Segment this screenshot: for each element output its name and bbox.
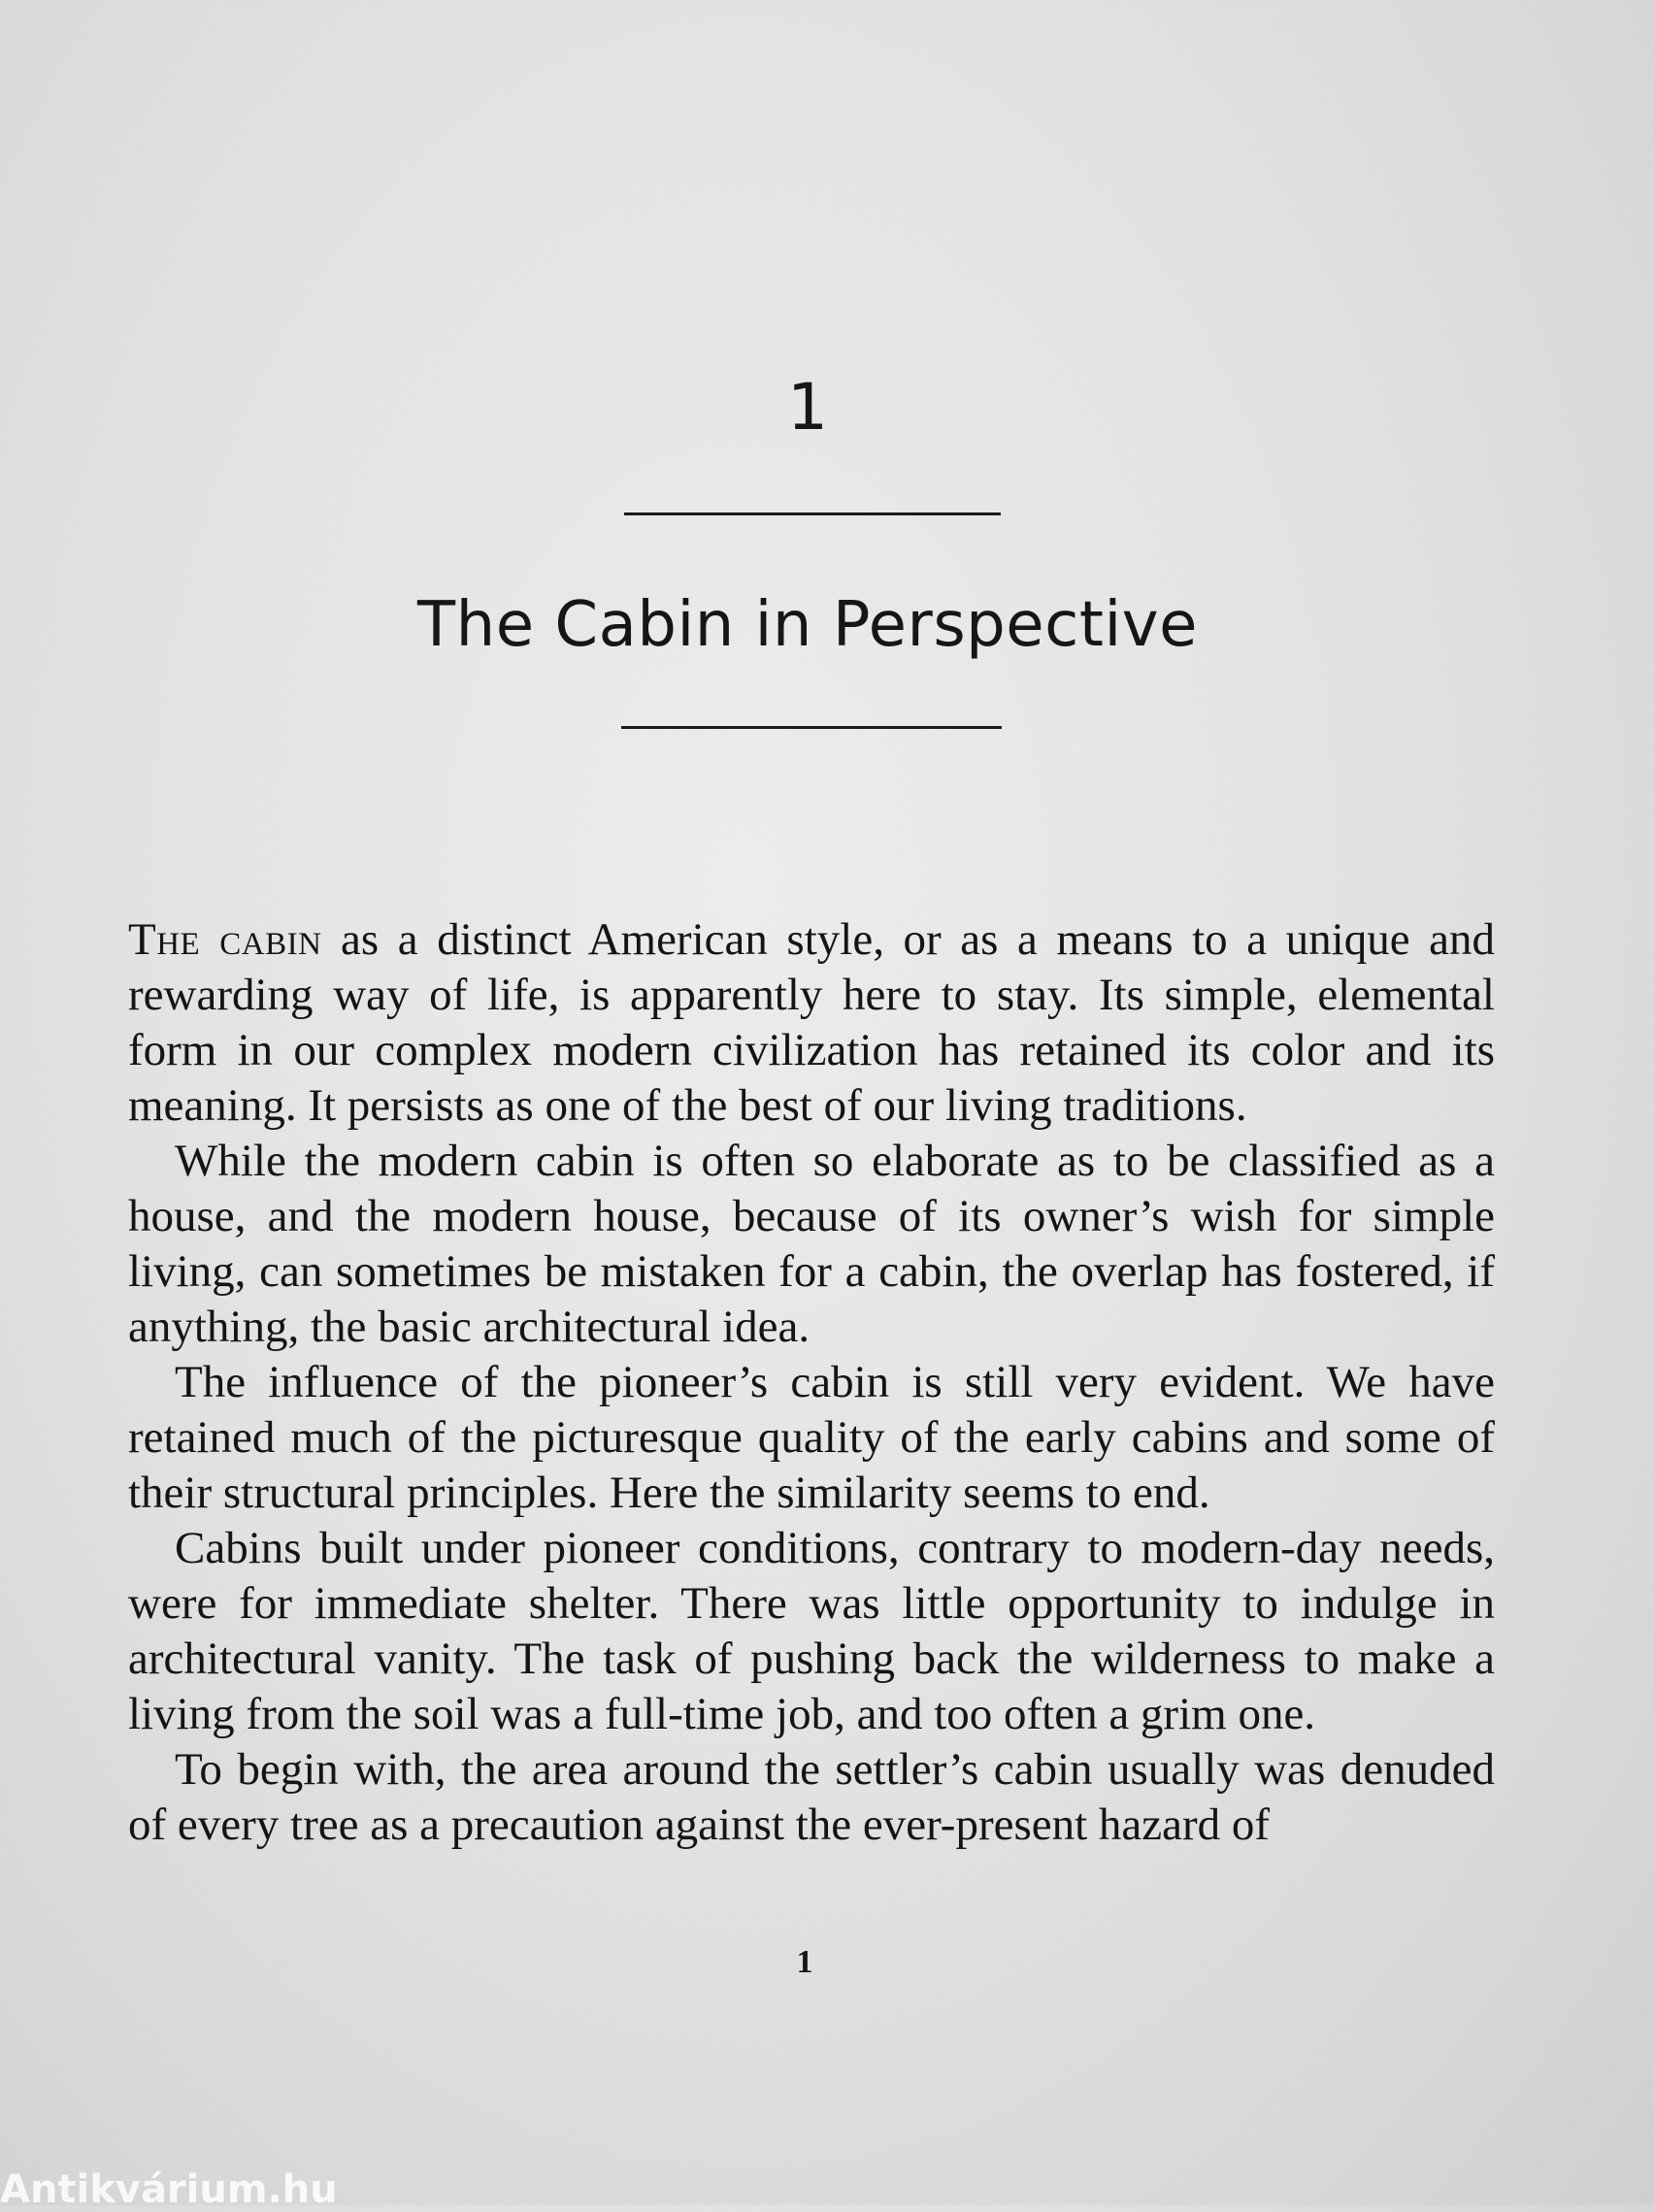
paragraph-lead-in: The cabin (128, 914, 322, 965)
paragraph-3: The influence of the pioneer’s cabin is still very evident. We have retained much of the picturesque quality of the early cabins and some of their structural principles. Here the similarity seems to end. (128, 1357, 1495, 1518)
paragraph-4: Cabins built under pioneer conditions, contrary to modern-day needs, were for immediate shelter. There was little opportunity to indulge in architectural vanity. The task of pushing back the wilderness to make a living from the soil was a full-time job, and too often a grim one. (128, 1523, 1495, 1739)
chapter-number: 1 (787, 370, 828, 445)
chapter-rule-top (624, 512, 1001, 515)
watermark: Antikvárium.hu (0, 2167, 338, 2212)
paragraph-2: While the modern cabin is often so elaborate as to be classified as a house, and the modern house, because of its owner’s wish for simple living, can sometimes be mistaken for a cabin, the overlap has fostered, if anything, the basic architectural idea. (128, 1136, 1495, 1352)
page-number: 1 (796, 1944, 813, 1980)
paragraph-1 (128, 912, 1495, 1134)
paragraph-5: To begin with, the area around the settler’s cabin usually was denuded of every tree as a precaution against the ever-present hazard of (128, 1744, 1495, 1850)
paragraph-1-text: as a distinct American style, or as a means to a unique and rewarding way of life, is apparently here to stay. Its simple, elemental form in our complex modern civilization has retained its color and its meaning. It persists as one of the best of our living traditions. (128, 914, 1495, 1131)
chapter-rule-bottom (621, 726, 1002, 729)
chapter-title: The Cabin in Perspective (417, 589, 1198, 661)
body-text (128, 912, 1495, 1853)
